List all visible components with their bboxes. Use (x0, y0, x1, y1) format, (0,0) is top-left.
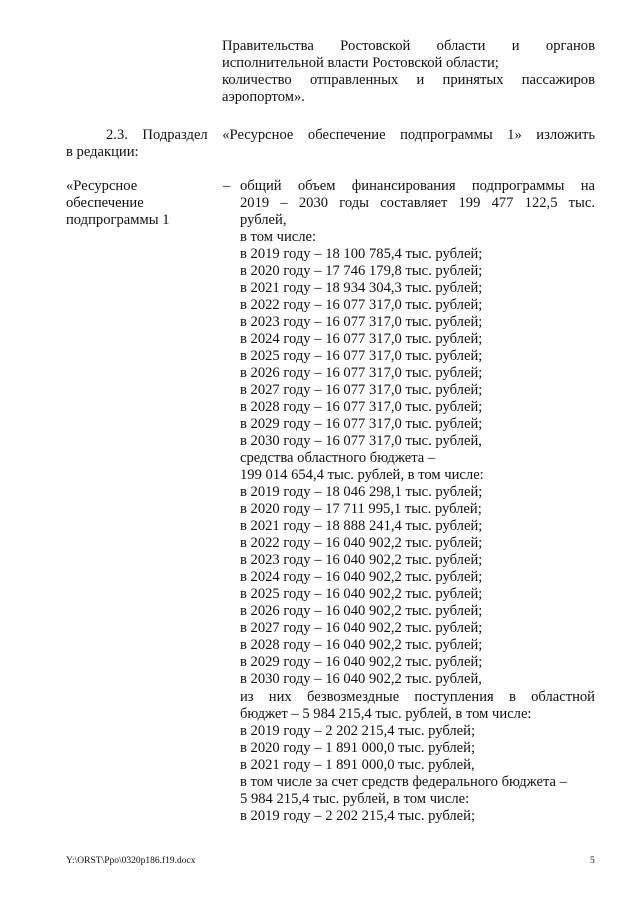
right-line-1: общий объем финансирования подпрограммы на (240, 178, 595, 194)
right-line-3: рублей, (240, 212, 287, 228)
right-line-14: в 2028 году – 16 077 317,0 тыс. рублей; (240, 399, 483, 415)
right-line-7: в 2021 году – 18 934 304,3 тыс. рублей; (240, 280, 483, 296)
right-line-35: в 2021 году – 1 891 000,0 тыс. рублей, (240, 757, 475, 773)
right-line-15: в 2029 году – 16 077 317,0 тыс. рублей; (240, 416, 483, 432)
right-line-22: в 2022 году – 16 040 902,2 тыс. рублей; (240, 535, 483, 551)
right-line-37: 5 984 215,4 тыс. рублей, в том числе: (240, 791, 470, 807)
right-line-18: 199 014 654,4 тыс. рублей, в том числе: (240, 467, 484, 483)
right-line-19: в 2019 году – 18 046 298,1 тыс. рублей; (240, 484, 483, 500)
right-line-27: в 2027 году – 16 040 902,2 тыс. рублей; (240, 620, 483, 636)
right-line-34: в 2020 году – 1 891 000,0 тыс. рублей; (240, 740, 476, 756)
right-line-10: в 2024 году – 16 077 317,0 тыс. рублей; (240, 331, 483, 347)
right-line-16: в 2030 году – 16 077 317,0 тыс. рублей, (240, 433, 482, 449)
right-line-29: в 2029 году – 16 040 902,2 тыс. рублей; (240, 654, 483, 670)
right-line-30: в 2030 году – 16 040 902,2 тыс. рублей, (240, 671, 482, 687)
right-line-36: в том числе за счет средств федерального бюджета – (240, 774, 567, 790)
section-heading-line-1: 2.3. Подраздел «Ресурсное обеспечение подпрограммы 1» изложить (106, 127, 595, 143)
right-line-33: в 2019 году – 2 202 215,4 тыс. рублей; (240, 723, 476, 739)
right-line-9: в 2023 году – 16 077 317,0 тыс. рублей; (240, 314, 483, 330)
top-line-3: количество отправленных и принятых пассажиров (222, 72, 595, 88)
right-line-25: в 2025 году – 16 040 902,2 тыс. рублей; (240, 586, 483, 602)
right-line-31: из них безвозмездные поступления в областной (240, 689, 595, 705)
right-line-13: в 2027 году – 16 077 317,0 тыс. рублей; (240, 382, 483, 398)
right-line-17: средства областного бюджета – (240, 450, 436, 466)
right-line-38: в 2019 году – 2 202 215,4 тыс. рублей; (240, 808, 476, 824)
right-line-20: в 2020 году – 17 711 995,1 тыс. рублей; (240, 501, 482, 517)
right-line-24: в 2024 году – 16 040 902,2 тыс. рублей; (240, 569, 483, 585)
right-line-6: в 2020 году – 17 746 179,8 тыс. рублей; (240, 263, 483, 279)
right-line-8: в 2022 году – 16 077 317,0 тыс. рублей; (240, 297, 483, 313)
top-line-2: исполнительной власти Ростовской области; (222, 55, 499, 71)
left-label-line-2: обеспечение (66, 195, 144, 211)
top-line-1: Правительства Ростовской области и органов (222, 38, 595, 54)
right-line-23: в 2023 году – 16 040 902,2 тыс. рублей; (240, 552, 483, 568)
right-line-28: в 2028 году – 16 040 902,2 тыс. рублей; (240, 637, 483, 653)
right-line-5: в 2019 году – 18 100 785,4 тыс. рублей; (240, 246, 483, 262)
left-label-line-3: подпрограммы 1 (66, 212, 170, 228)
right-line-32: бюджет – 5 984 215,4 тыс. рублей, в том числе: (240, 706, 532, 722)
right-line-12: в 2026 году – 16 077 317,0 тыс. рублей; (240, 365, 483, 381)
right-line-26: в 2026 году – 16 040 902,2 тыс. рублей; (240, 603, 483, 619)
dash-separator: – (223, 178, 231, 194)
right-line-2: 2019 – 2030 годы составляет 199 477 122,5 тыс. (240, 195, 595, 211)
footer-page-number: 5 (590, 856, 595, 866)
left-label-line-1: «Ресурсное (66, 178, 138, 194)
right-line-4: в том числе: (240, 229, 317, 245)
footer-file-path: Y:\ORST\Ppo\0320p186.f19.docx (66, 856, 196, 866)
right-line-11: в 2025 году – 16 077 317,0 тыс. рублей; (240, 348, 483, 364)
top-line-4: аэропортом». (222, 89, 305, 105)
section-heading-line-2: в редакции: (66, 144, 139, 160)
right-line-21: в 2021 году – 18 888 241,4 тыс. рублей; (240, 518, 483, 534)
